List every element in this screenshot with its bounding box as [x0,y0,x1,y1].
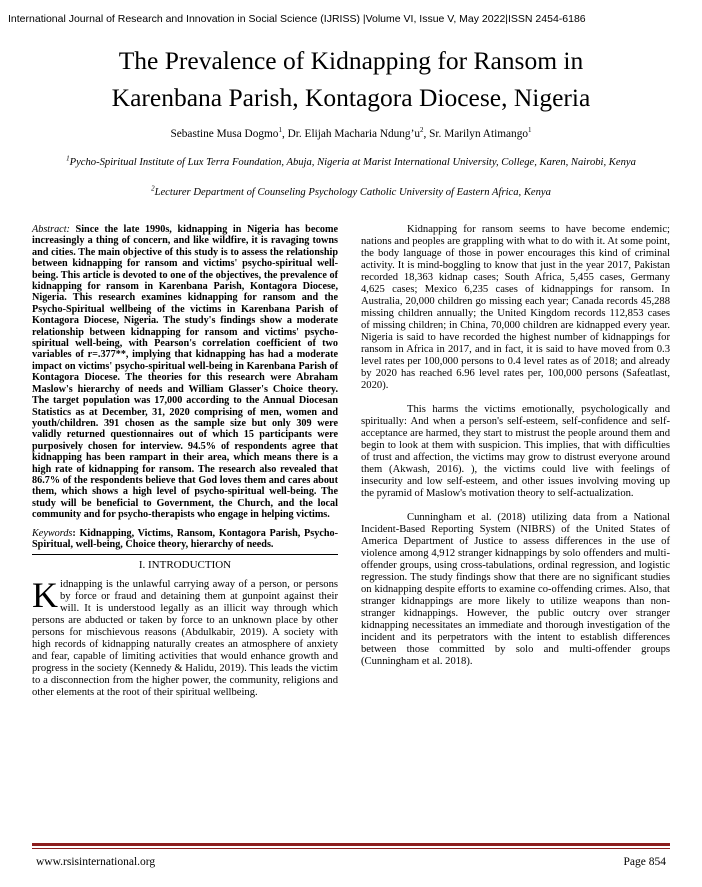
affiliation-1 [30,154,672,170]
body-paragraph-3: Cunningham et al. (2018) utilizing data from a National Incident-Based Reporting System (NIBRS) of the United States of America Department of Justice to assess differences in the use of violence among 4,912 stranger kidnappings by solo offenders and multi-offender groups, using cross-tabulations, ordinal regression, and logistic regression. The study findings show that there are no significant studies on kidnapping despite efforts to examine co-offending crimes. Also, that stranger kidnappings are more likely to utilize weapons than non-stranger kidnappings. However, the public outcry over stranger kidnapping necessitates an immediate and thorough investigation of the incident and its perpetrators with the intent to establish differences between those committed by solo and multi-offender groups (Cunningham et al. 2018). [361,512,670,667]
affiliation-2-text: Lecturer Department of Counseling Psychology Catholic University of Eastern Africa, Kenya [154,187,551,198]
title-line-2: Karenbana Parish, Kontagora Diocese, Nigeria [111,83,591,112]
keywords [32,528,338,551]
body-paragraph-1: Kidnapping for ransom seems to have become endemic; nations and peoples are grappling with what to do with it. At some point, the body language of those in power encourages this kind of criminal activity. It is mind-boggling to know that just in the year 2017, Pakistan recorded 18,363 kidnap cases; South Africa, 5,455 cases, Germany 4,625 cases; Mexico 6,235 cases of kidnappings for ransom. In Australia, 20,000 children go missing each year; Canada records 45,288 missing children annually; the United Kingdom records 112,853 cases of missing children; in China, 70,000 children are kidnapped every year. Nigeria is said to have recorded the highest number of kidnappings for ransom in Africa in 2017, and in fact, it is said to have moved from 0.3 level rates per 100,000 persons to 0.4 level rates as of 2018; and already by 2020 has reached 6.96 level rates per, 100,000 persons (Safeatlast, 2020). [361,224,670,391]
intro-paragraph [32,574,338,699]
author-2-sup: 2 [419,126,424,135]
intro-text: idnapping is the unlawful carrying away of a person, or persons by force or fraud and detaining them at gunpoint against their will. It is understood legally as an illicit way through which persons are abducted or taken by force to an unknown place by other persons for mischievous reasons (Abdulkabir, 2019). A society with high records of kidnapping naturally creates an atmosphere of anxiety and fear, capable of limiting activities that would enhance growth and progress in the society (Kennedy & Halidu, 2019). This leads the victim to a disconnection from the higher power, the community, religions and other elements at the root of their spiritual wellbeing. [32,578,338,698]
drop-cap: K [32,574,58,615]
footer-page-number: Page 854 [623,856,666,868]
section-divider [32,554,338,555]
author-list: Sebastine Musa Dogmo$^1$, Dr. Elijah Macharia $Ndung’u^2$, Sr. Marilyn Atimango$^1$ [170,126,532,140]
paper-title [0,42,702,116]
section-heading-introduction: I. INTRODUCTION [138,559,232,572]
journal-header: International Journal of Research and Innovation in Social Science (IJRISS) |Volume VI, Issue V, May 2022|ISSN 2454-6186 [8,13,586,25]
body-paragraph-2: This harms the victims emotionally, psychologically and spiritually: And when a person's self-esteem, self-confidence and self-acceptance are harmed, they start to mistrust the people around them and begin to look at them with suspicion. This implies, that with difficulties of trust and affection, the victims may grow to distrust everyone around them (Akwash, 2016). ), the victims could live with feelings of insecurity and low self-esteem, and other issues involving moving up the pyramid of Maslow's motivation theory to self-actualization. [361,404,670,499]
keywords-label: Keywords [32,527,73,539]
keywords-text: : Kidnapping, Victims, Ransom, Kontagora Parish, Psycho-Spiritual, well-being, Choice theory, hierarchy of needs. [32,527,338,550]
affiliation-2-sup: 2 [151,184,155,193]
author-3: Sr. Marilyn Atimango [429,128,528,140]
footer-website: www.rsisinternational.org [36,856,156,868]
author-1: Sebastine Musa Dogmo [170,128,279,140]
abstract-text: Since the late 1990s, kidnapping in Nigeria has become increasingly a thing of concern, and like wildfire, it is ravaging towns and cities. The main objective of this study is to assess the relationship between kidnapping for ransom and victims' psycho-spiritual well-being. This article is devoted to one of the objectives, the prevalence of kidnapping for ransom in Karenbana Parish, Kontagora Diocese, Nigeria. This research examines kidnapping for ransom and the Psycho-Spiritual wellbeing of the victims in Karenbana Parish of Kontagora Diocese, Nigeria. The study's findings show a moderate relationship between kidnapping for ransom and victims' psycho-spiritual well-being, with Pearson's correlation coefficient of two variables of r=.377**, implying that kidnapping has had a moderate impact on victims' psycho-spiritual well-being in Karenbana Parish of Kontagora Diocese. The theories for this research were Abraham Maslow's hierarchy of needs and William Glasser's Choice theory. The target population was 17,000 according to the Annual Diocesan Statistics as at December, 31, 2020 comprising of men, women and youth/children. 391 chosen as the sample size but only 309 were validly returned questionnaires out of which 15 participants were purposively chosen for interview. 94.5% of respondents agree that kidnapping has been rampart in their area, which means there is a high rate of kidnapping for ransom. The research also revealed that 86.7% of the respondents believe that God loves them and cares about them, which shows a high level of psycho-spiritual well-being. The study will be beneficial to Government, the Church, and the local community and for psycho-therapists who engage in helping victims. [32,224,338,521]
title-line-1: The Prevalence of Kidnapping for Ransom in [118,46,584,75]
left-column [32,224,338,699]
author-3-sup: 1 [528,126,532,135]
author-2: Dr. Elijah Macharia Ndung’u [287,128,420,140]
footer-rule-thick [32,843,670,846]
affiliation-2 [30,184,672,200]
abstract-label: Abstract: [32,224,70,235]
abstract [32,224,338,521]
author-1-sup: 1 [278,126,282,135]
right-column [361,224,670,680]
affiliation-1-text: Pycho-Spiritual Institute of Lux Terra Foundation, Abuja, Nigeria at Marist International University, College, Karen, Nairobi, Kenya [69,157,636,168]
footer-rule-thin [32,848,670,849]
affiliation-1-sup: 1 [66,154,70,163]
